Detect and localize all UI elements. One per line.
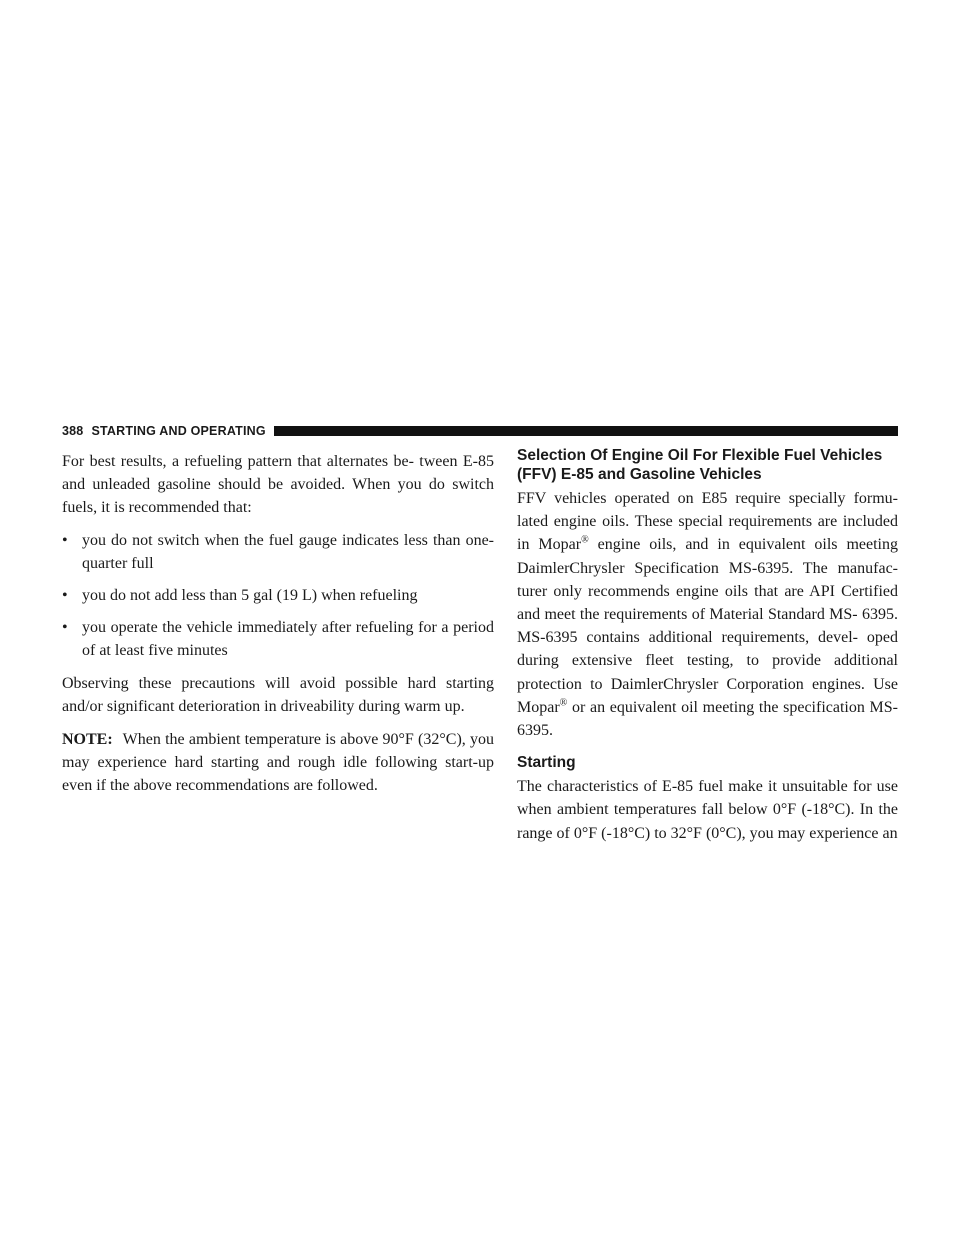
registered-trademark-icon: ®: [559, 697, 568, 709]
note-label: NOTE:: [62, 731, 113, 749]
bullet-icon: •: [62, 531, 68, 549]
engine-oil-text-1: FFV vehicles operated on E85 require specially formu- lated engine oils. These special requirements are included in Mopar: [517, 490, 898, 554]
list-item-text: you do not switch when the fuel gauge indicates less than one-quarter full: [82, 531, 494, 572]
engine-oil-paragraph: [517, 487, 898, 742]
header-rule: [274, 426, 898, 436]
page-number: 388: [62, 424, 84, 438]
registered-trademark-icon: ®: [581, 535, 589, 547]
starting-heading: Starting: [517, 754, 576, 772]
starting-paragraph: The characteristics of E-85 fuel make it unsuitable for use when ambient temperatures fall below 0°F (-18°C). In the range of 0°F (-18°C) to 32°F (0°C), you may experience an: [517, 778, 898, 842]
bullet-icon: •: [62, 619, 68, 637]
intro-paragraph: For best results, a refueling pattern that alternates be- tween E-85 and unleaded gasoline should be avoided. When you do switch fuels, it is recommended that:: [62, 453, 494, 517]
right-column: [517, 446, 898, 845]
section-title: STARTING AND OPERATING: [91, 424, 266, 438]
page-header: [62, 423, 898, 439]
engine-oil-text-3: or an equivalent oil meeting the specification MS-6395.: [517, 698, 898, 740]
left-column: [62, 450, 494, 798]
list-item: [62, 584, 494, 607]
list-item-text: you do not add less than 5 gal (19 L) when refueling: [82, 587, 418, 605]
engine-oil-text-2: engine oils, and in equivalent oils meeting DaimlerChrysler Specification MS-6395. The manufac- turer only recommends engine oils that are API Certified and meet the requirements of Material Standard MS- 6395. MS-6395 contains additional requirements, devel- oped during extensive fleet testing, to provide additional protection to DaimlerChrysler Corporation engines. Use Mopar: [517, 536, 899, 716]
precautions-paragraph: Observing these precautions will avoid possible hard starting and/or significant deterioration in driveability during warm up.: [62, 674, 494, 715]
list-item: [62, 529, 494, 575]
list-item: [62, 616, 494, 662]
recommendation-list: [62, 529, 494, 663]
list-item-text: you operate the vehicle immediately after refueling for a period of at least five minutes: [82, 619, 494, 660]
note-paragraph: [62, 728, 494, 798]
engine-oil-heading: Selection Of Engine Oil For Flexible Fuel Vehicles (FFV) E-85 and Gasoline Vehicles: [517, 447, 883, 483]
note-text: When the ambient temperature is above 90°F (32°C), you may experience hard starting and rough idle following start-up even if the above recommendations are followed.: [62, 731, 494, 795]
bullet-icon: •: [62, 587, 68, 605]
